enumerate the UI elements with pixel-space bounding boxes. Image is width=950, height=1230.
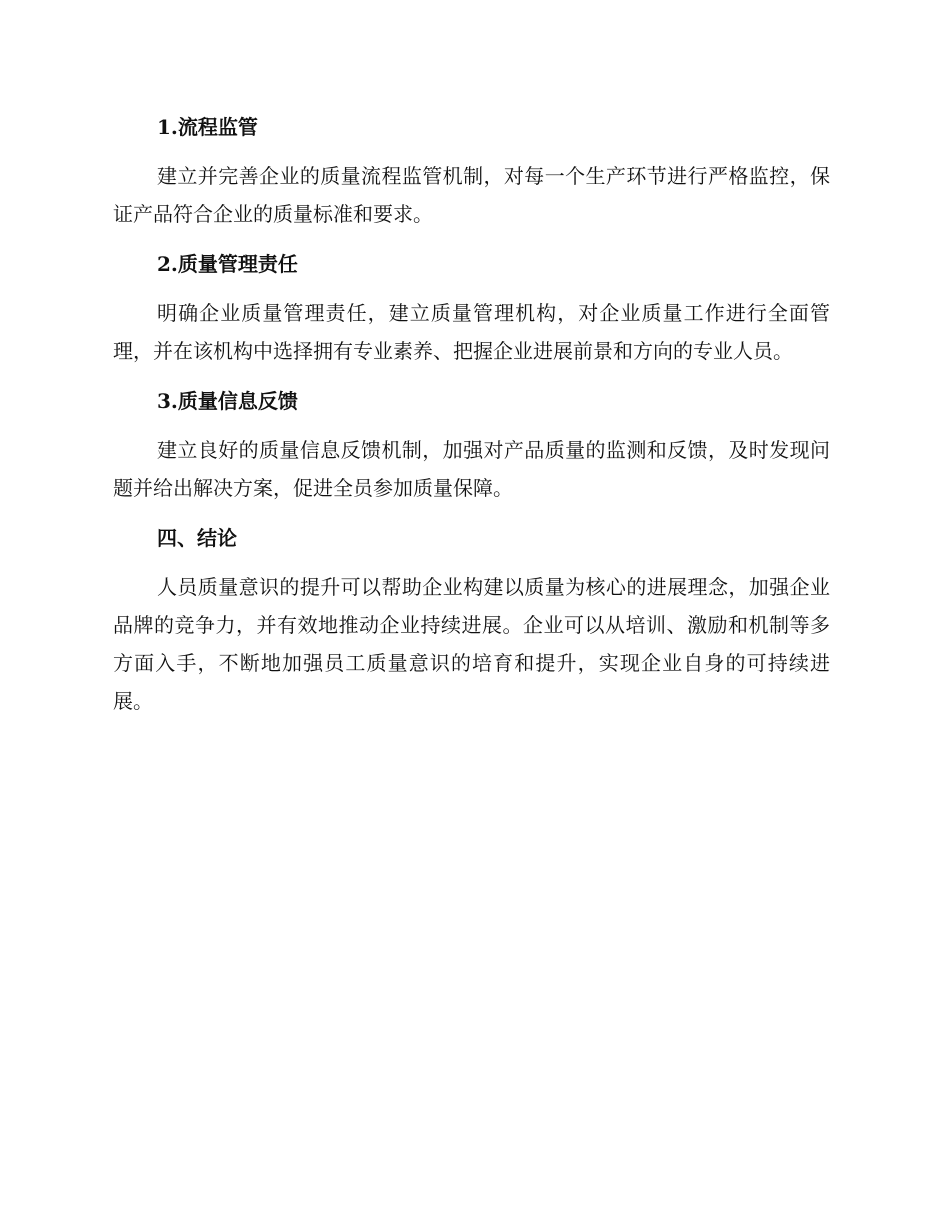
section-heading-conclusion: 四、结论: [157, 526, 237, 550]
section-heading-quality-responsibility: 2.质量管理责任: [157, 252, 298, 276]
section-body-quality-responsibility: 明确企业质量管理责任，建立质量管理机构，对企业质量工作进行全面管理，并在该机构中选择拥有专业素养、把握企业进展前景和方向的专业人员。: [113, 301, 830, 363]
document-page: [113, 108, 830, 732]
section-body-conclusion: 人员质量意识的提升可以帮助企业构建以质量为核心的进展理念，加强企业品牌的竞争力，并有效地推动企业持续进展。企业可以从培训、激励和机制等多方面入手，不断地加强员工质量意识的培育和提升，实现企业自身的可持续进展。: [113, 575, 830, 713]
section-heading-quality-feedback: 3.质量信息反馈: [157, 389, 298, 413]
section-body-quality-feedback: 建立良好的质量信息反馈机制，加强对产品质量的监测和反馈，及时发现问题并给出解决方案，促进全员参加质量保障。: [113, 438, 830, 500]
section-body-process-supervision: 建立并完善企业的质量流程监管机制，对每一个生产环节进行严格监控，保证产品符合企业的质量标准和要求。: [113, 164, 830, 226]
section-heading-process-supervision: 1.流程监管: [157, 115, 258, 139]
